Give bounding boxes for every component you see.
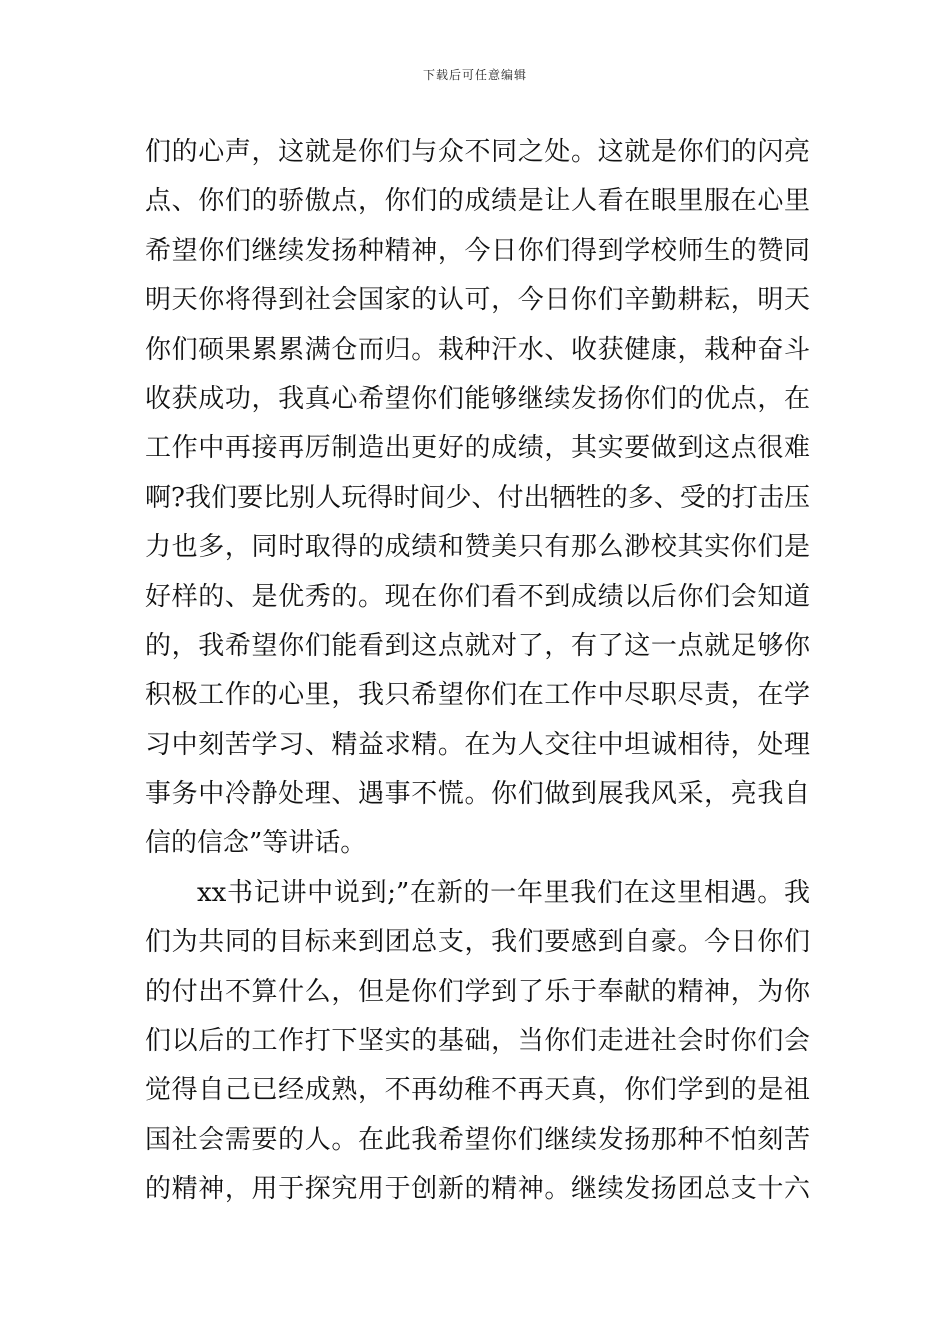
- paragraph-2: [145, 869, 810, 1215]
- text-line: 明天你将得到社会国家的认可，今日你们辛勤耕耘，明天: [145, 285, 810, 316]
- header-note: 下载后可任意编辑: [422, 68, 527, 82]
- text-line: 点、你们的骄傲点，你们的成绩是让人看在眼里服在心里: [145, 186, 810, 217]
- text-line: 的付出不算什么，但是你们学到了乐于奉献的精神，为你: [145, 976, 810, 1007]
- text-line: 的精神，用于探究用于创新的精神。继续发扬团总支十六: [145, 1174, 810, 1205]
- text-line: 们为共同的目标来到团总支，我们要感到自豪。今日你们: [145, 927, 810, 958]
- text-line: 积极工作的心里，我只希望你们在工作中尽职尽责，在学: [145, 680, 810, 711]
- text-line: 觉得自己已经成熟，不再幼稚不再天真，你们学到的是祖: [145, 1075, 810, 1106]
- text-line: xx书记讲中说到;”在新的一年里我们在这里相遇。我: [197, 877, 810, 908]
- text-line: 啊?我们要比别人玩得时间少、付出牺牲的多、受的打击压: [145, 482, 810, 513]
- text-line: 国社会需要的人。在此我希望你们继续发扬那种不怕刻苦: [145, 1124, 810, 1155]
- document-body: [145, 128, 810, 1215]
- paragraph-1: [145, 128, 810, 869]
- text-line: 们的心声，这就是你们与众不同之处。这就是你们的闪亮: [145, 137, 810, 167]
- text-line: 的，我希望你们能看到这点就对了，有了这一点就足够你: [145, 630, 810, 661]
- text-line: 好样的、是优秀的。现在你们看不到成绩以后你们会知道: [145, 581, 810, 612]
- text-line: 信的信念”等讲话。: [145, 828, 367, 859]
- text-line: 你们硕果累累满仓而归。栽种汗水、收获健康，栽种奋斗: [145, 334, 810, 365]
- text-line: 事务中冷静处理、遇事不慌。你们做到展我风采，亮我自: [145, 779, 810, 810]
- text-line: 习中刻苦学习、精益求精。在为人交往中坦诚相待，处理: [145, 729, 810, 760]
- text-line: 们以后的工作打下坚实的基础，当你们走进社会时你们会: [145, 1026, 810, 1057]
- text-line: 力也多，同时取得的成绩和赞美只有那么渺校其实你们是: [145, 532, 810, 563]
- text-line: 工作中再接再厉制造出更好的成绩，其实要做到这点很难: [145, 433, 810, 464]
- text-line: 希望你们继续发扬种精神，今日你们得到学校师生的赞同: [145, 235, 810, 266]
- text-line: 收获成功，我真心希望你们能够继续发扬你们的优点，在: [145, 383, 810, 414]
